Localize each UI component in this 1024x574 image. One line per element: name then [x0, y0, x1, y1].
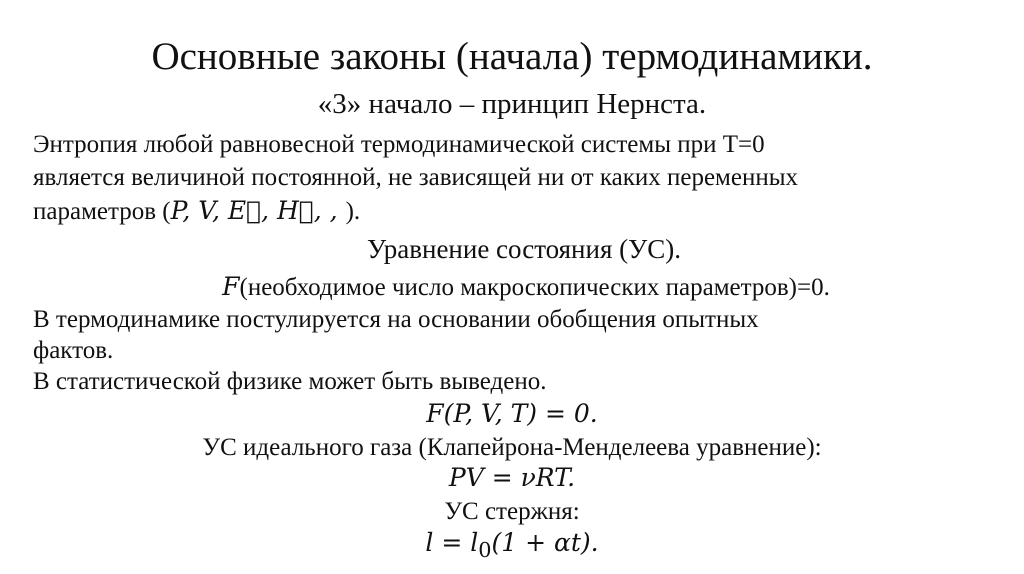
rod-equation	[0, 530, 1024, 561]
rod-length-subscript: 0	[478, 538, 492, 562]
entropy-line-1: Энтропия любой равновесной термодинамической системы при T=0	[33, 131, 765, 158]
slide-subtitle: «3» начало – принцип Нернста.	[317, 88, 707, 120]
entropy-line-3	[33, 198, 360, 224]
rod-equation-prefix: l = l	[425, 528, 479, 557]
entropy-line-3-prefix: параметров (	[33, 198, 171, 225]
state-equation-formula	[0, 274, 1024, 300]
slide-title: Основные законы (начала) термодинамики.	[151, 35, 873, 78]
general-state-equation: F(P, V, T) = 0.	[426, 399, 598, 428]
state-equation-function-symbol: F	[222, 272, 240, 301]
entropy-line-3-suffix: ).	[345, 198, 361, 225]
thermo-line-2: фактов.	[33, 337, 114, 364]
state-equation-formula-text: (необходимое число макроскопических параметров)=0.	[239, 274, 830, 301]
thermo-line-3: В статистической физике может быть выведено.	[33, 368, 547, 395]
state-equation-heading: Уравнение состояния (УС).	[367, 234, 681, 264]
entropy-line-2: является величиной постоянной, не зависящей ни от каких переменных	[33, 164, 799, 191]
rod-equation-suffix: (1 + αt).	[491, 528, 599, 557]
rod-label: УС стержня:	[444, 498, 580, 525]
entropy-parameters-math: P, V, E⃗, H⃗, ,	[170, 196, 346, 225]
ideal-gas-equation: PV = νRT.	[448, 463, 576, 492]
thermo-line-1: В термодинамике постулируется на основании обобщения опытных	[33, 306, 759, 333]
ideal-gas-label: УС идеального газа (Клапейрона-Менделеева уравнение):	[202, 434, 822, 461]
